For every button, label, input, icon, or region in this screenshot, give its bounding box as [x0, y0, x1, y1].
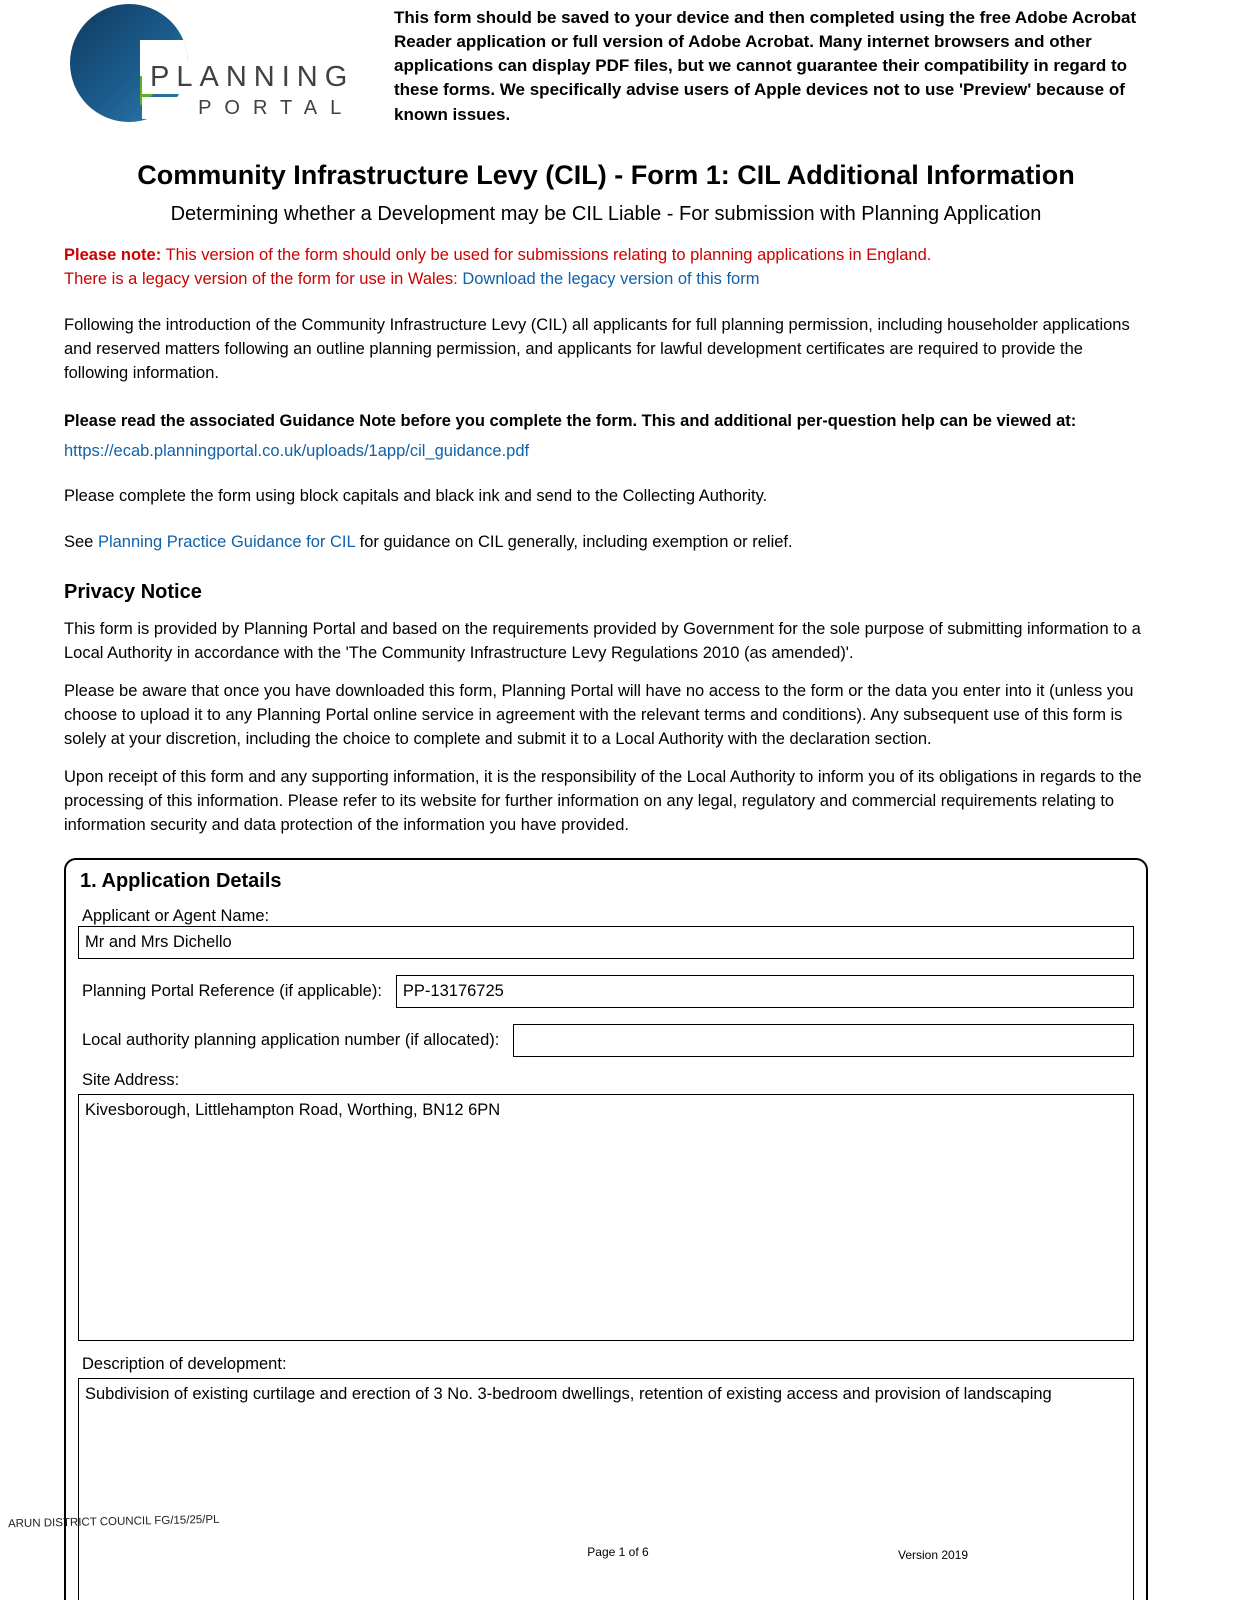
guidance-url-link[interactable]: https://ecab.planningportal.co.uk/uploads/1app/cil_guidance.pdf	[64, 441, 530, 460]
local-authority-number-row	[78, 1024, 1134, 1057]
privacy-paragraph-3: Upon receipt of this form and any supporting information, it is the responsibility of the Local Authority to inform you of its obligations in regards to the processing of this information. Please refer to its website for further information on any legal, regulatory and commercial requirements relating to information security and data protection of the information you have provided.	[64, 767, 1142, 834]
guidance-link-row	[64, 440, 1148, 464]
please-note-text: This version of the form should only be used for submissions relating to planning applications in England.	[161, 246, 932, 264]
description-label: Description of development:	[82, 1354, 287, 1373]
wales-note-text: There is a legacy version of the form for use in Wales:	[64, 269, 463, 288]
acrobat-notice: This form should be saved to your device and then completed using the free Adobe Acrobat Reader application or full version of Adobe Acrobat. Many internet browsers and other applications can display PDF files, but we cannot guarantee their compatibility in regard to these forms. We specifically advise users of Apple devices not to use 'Preview' because of known issues.	[394, 8, 1137, 124]
see-post-text: for guidance on CIL generally, including exemption or relief.	[355, 533, 793, 552]
planning-portal-reference-label: Planning Portal Reference (if applicable):	[82, 981, 382, 1000]
section-application-details	[64, 858, 1148, 1600]
form-title: Community Infrastructure Levy (CIL) - Form 1: CIL Additional Information	[137, 160, 1075, 190]
privacy-paragraph-1: This form is provided by Planning Portal and based on the requirements provided by Government for the sole purpose of submitting information to a Local Authority in accordance with the 'The Community Infrastructure Levy Regulations 2010 (as amended)'.	[64, 620, 1141, 663]
local-authority-number-label: Local authority planning application number (if allocated):	[82, 1030, 500, 1049]
logo-line2: PORTAL	[142, 97, 354, 119]
site-address-textarea[interactable]	[78, 1094, 1134, 1341]
please-note	[64, 244, 1148, 292]
local-authority-number-input[interactable]	[513, 1024, 1134, 1057]
description-textarea[interactable]	[78, 1378, 1134, 1600]
block-capitals-note: Please complete the form using block capitals and black ink and send to the Collecting Authority.	[64, 487, 768, 506]
planning-portal-logo	[70, 4, 370, 132]
form-subtitle: Determining whether a Development may be CIL Liable - For submission with Planning Application	[170, 203, 1042, 225]
intro-paragraph: Following the introduction of the Community Infrastructure Levy (CIL) all applicants for full planning permission, including householder applications and reserved matters following an outline planning permission, and applicants for lawful development certificates are required to provide the following information.	[64, 315, 1130, 382]
header	[0, 0, 1236, 132]
page-number: Page 1 of 6	[587, 1545, 649, 1559]
logo-line1: PLANNING	[142, 62, 354, 94]
guidance-note: Please read the associated Guidance Note before you complete the form. This and additional per-question help can be viewed at:	[64, 411, 1077, 430]
site-address-label: Site Address:	[82, 1070, 180, 1089]
privacy-paragraph-2: Please be aware that once you have downloaded this form, Planning Portal will have no access to the form or the data you enter into it (unless you choose to upload it to any Planning Portal online service in agreement with the relevant terms and conditions). Any subsequent use of this form is solely at your discretion, including the choice to complete and submit it to a Local Authority with the declaration section.	[64, 682, 1134, 748]
see-guidance-row	[64, 531, 1148, 555]
planning-portal-reference-input[interactable]	[396, 975, 1134, 1008]
applicant-name-input[interactable]	[78, 926, 1134, 959]
see-pre-text: See	[64, 533, 98, 552]
please-note-label: Please note:	[64, 246, 162, 264]
logo-text	[142, 62, 354, 119]
content	[0, 132, 1236, 1600]
please-note-line1	[64, 244, 1148, 268]
council-watermark: ARUN DISTRICT COUNCIL FG/15/25/PL	[7, 1513, 220, 1531]
privacy-heading: Privacy Notice	[64, 581, 202, 604]
form-version: Version 2019	[898, 1548, 969, 1562]
legacy-form-link[interactable]: Download the legacy version of this form	[462, 269, 760, 288]
practice-guidance-link[interactable]: Planning Practice Guidance for CIL	[97, 533, 356, 552]
please-note-line2	[64, 268, 1148, 292]
planning-portal-reference-row	[78, 975, 1134, 1008]
applicant-name-label: Applicant or Agent Name:	[82, 906, 270, 925]
section-heading: 1. Application Details	[80, 869, 282, 892]
